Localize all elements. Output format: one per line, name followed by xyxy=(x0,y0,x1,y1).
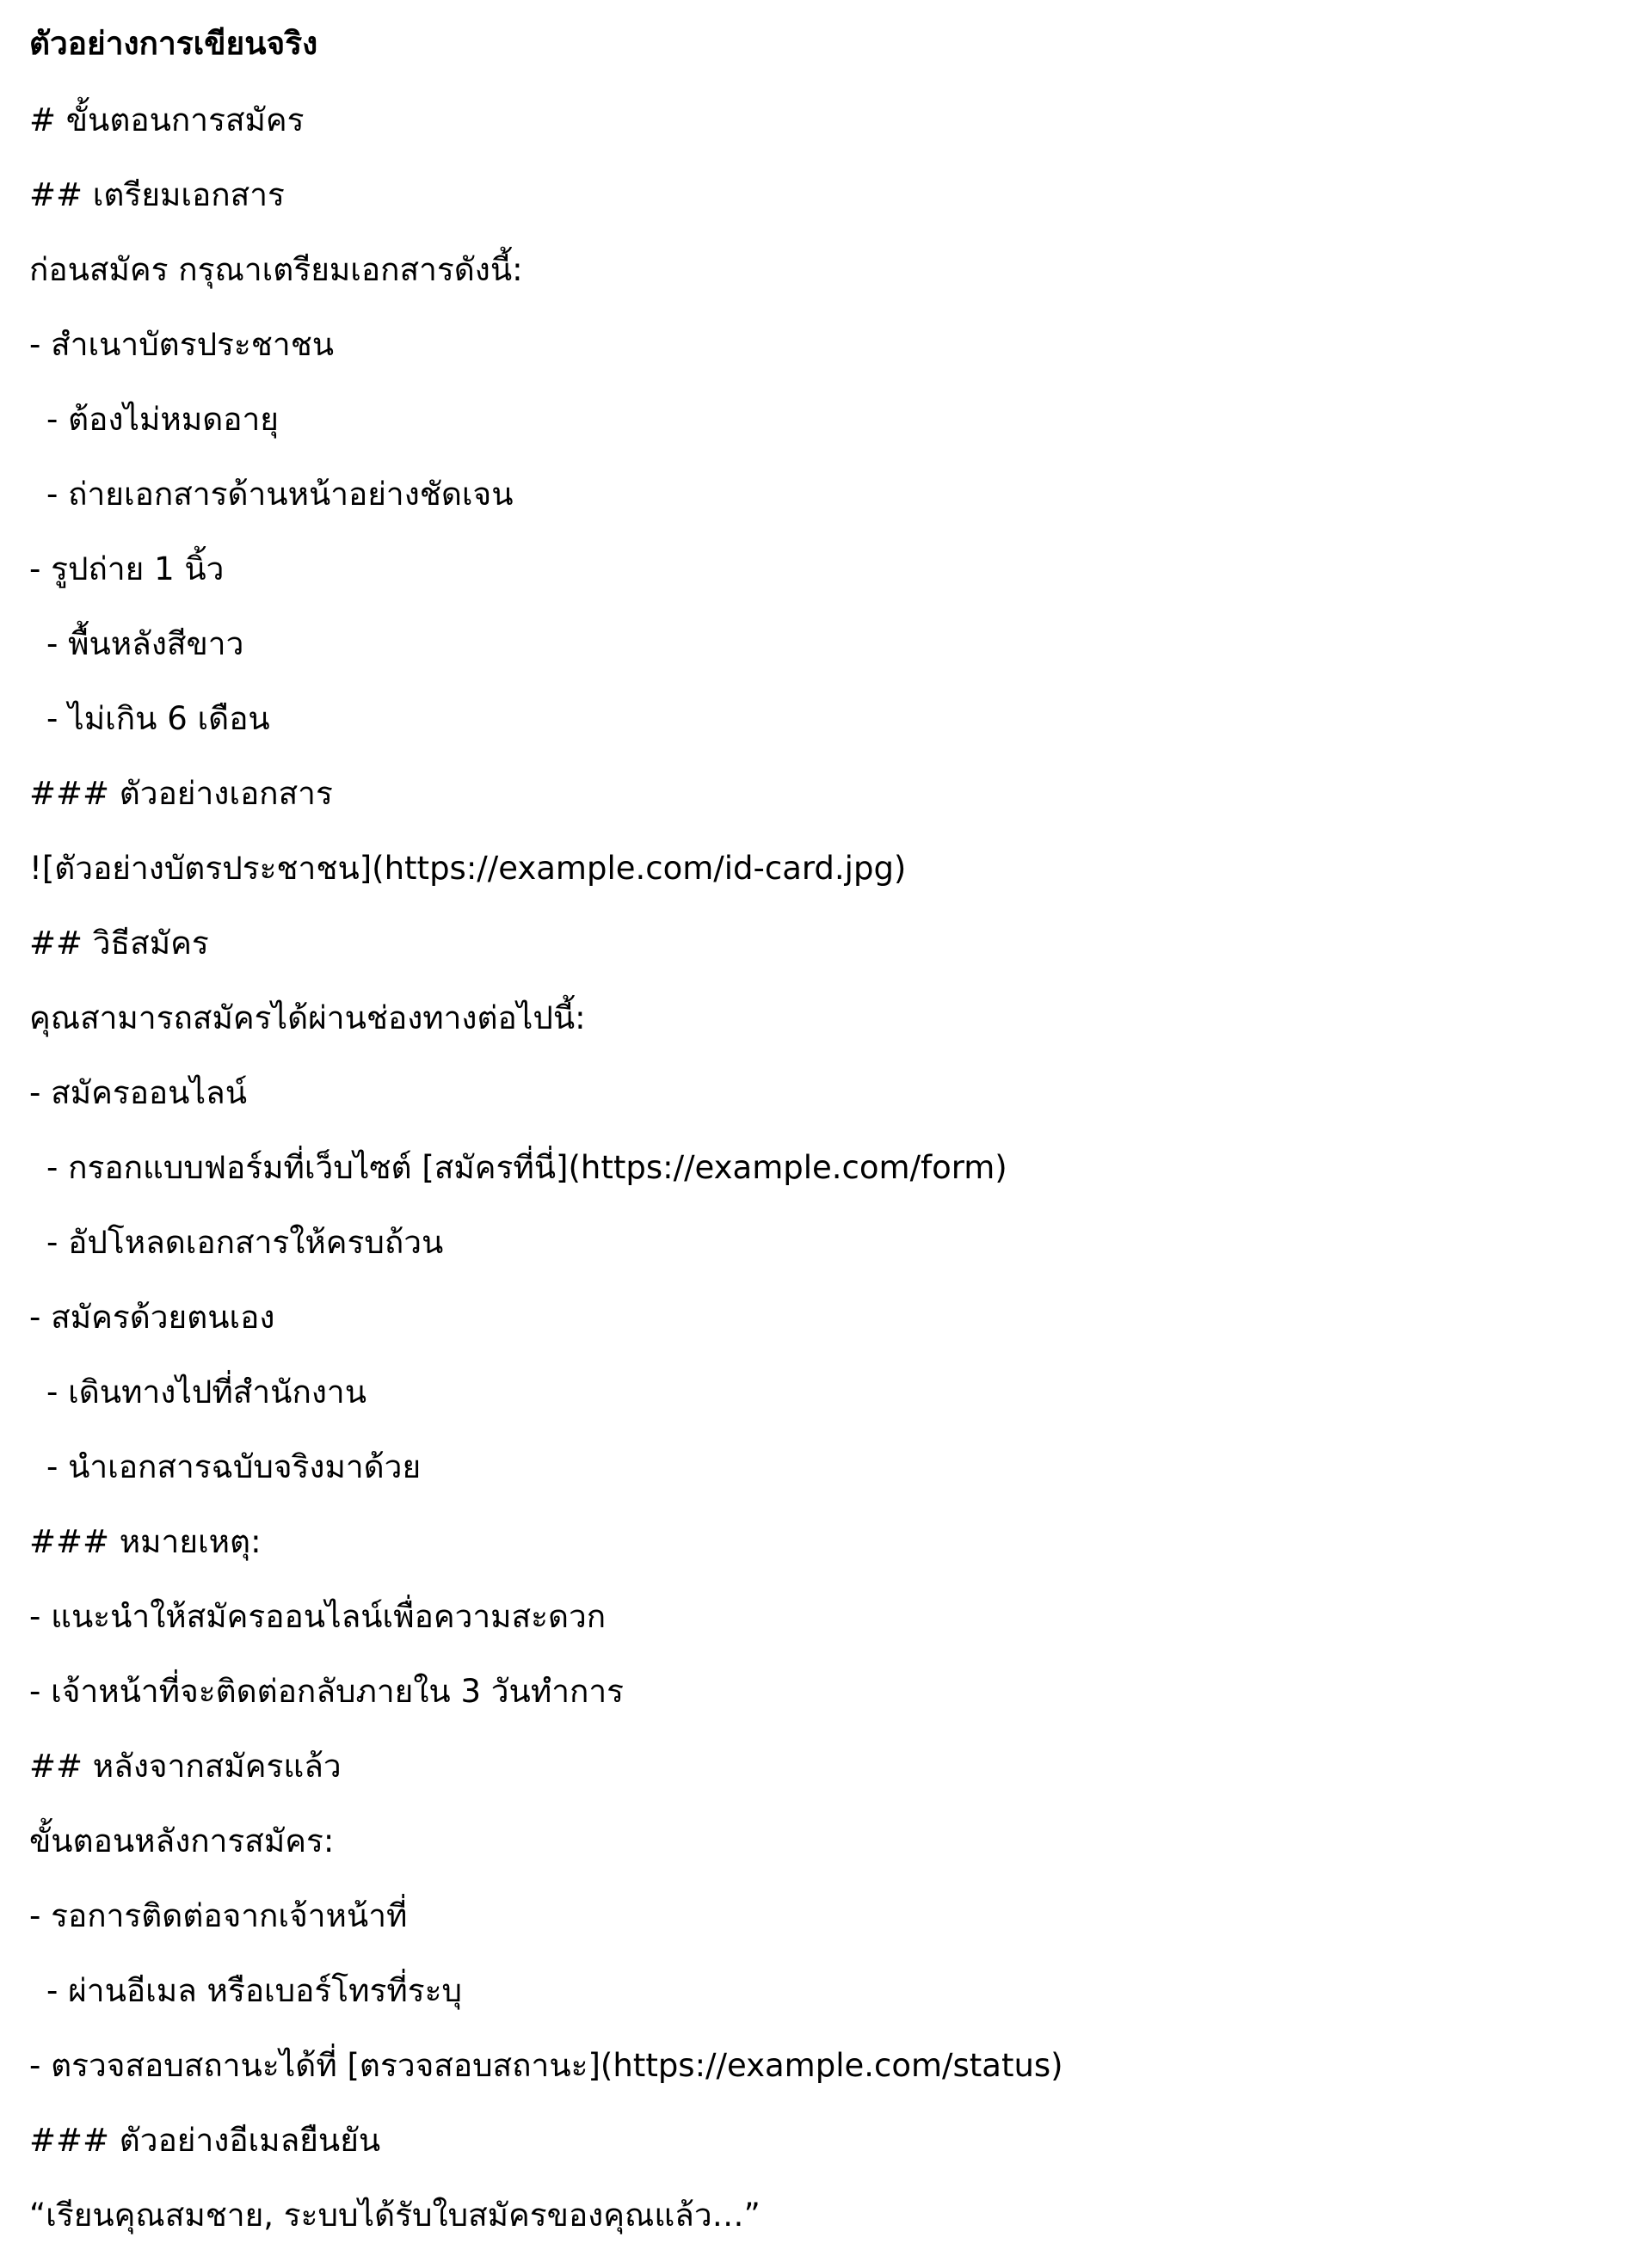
sub-list-item-bring-originals: - นำเอกสารฉบับจริงมาด้วย xyxy=(46,1448,422,1485)
document-page xyxy=(29,19,1595,2253)
heading-h2-how-to-register: ## วิธีสมัคร xyxy=(29,925,209,962)
sub-list-item-form-link: - กรอกแบบฟอร์มที่เว็บไซต์ [สมัครที่นี่](https://example.com/form) xyxy=(46,1149,1007,1186)
paragraph-after-intro: ขั้นตอนหลังการสมัคร: xyxy=(29,1822,335,1859)
sub-list-item-not-expired: - ต้องไม่หมดอายุ xyxy=(46,401,279,438)
list-item-callback: - เจ้าหน้าที่จะติดต่อกลับภายใน 3 วันทำการ xyxy=(29,1673,625,1710)
heading-h3-notes: ### หมายเหตุ: xyxy=(29,1523,262,1560)
quote-email-example: “เรียนคุณสมชาย, ระบบได้รับใบสมัครของคุณแล้ว…” xyxy=(29,2197,761,2234)
heading-h2-prepare-documents: ## เตรียมเอกสาร xyxy=(29,176,285,213)
paragraph-prepare-intro: ก่อนสมัคร กรุณาเตรียมเอกสารดังนี้: xyxy=(29,251,523,288)
sub-list-item-six-months: - ไม่เกิน 6 เดือน xyxy=(46,700,270,737)
document-title: ตัวอย่างการเขียนจริง xyxy=(29,25,318,62)
sub-list-item-upload: - อัปโหลดเอกสารให้ครบถ้วน xyxy=(46,1224,444,1261)
heading-h3-email-example: ### ตัวอย่างอีเมลยืนยัน xyxy=(29,2122,381,2159)
paragraph-channels-intro: คุณสามารถสมัครได้ผ่านช่องทางต่อไปนี้: xyxy=(29,999,586,1036)
list-item-id-copy: - สำเนาบัตรประชาชน xyxy=(29,326,335,363)
image-markdown-id-card: ![ตัวอย่างบัตรประชาชน](https://example.com/id-card.jpg) xyxy=(29,850,907,887)
sub-list-item-go-office: - เดินทางไปที่สำนักงาน xyxy=(46,1374,366,1411)
list-item-recommend-online: - แนะนำให้สมัครออนไลน์เพื่อความสะดวก xyxy=(29,1598,607,1635)
sub-list-item-email-phone: - ผ่านอีเมล หรือเบอร์โทรที่ระบุ xyxy=(46,1972,463,2009)
sub-list-item-front-copy: - ถ่ายเอกสารด้านหน้าอย่างชัดเจน xyxy=(46,476,514,513)
heading-h2-after-register: ## หลังจากสมัครแล้ว xyxy=(29,1748,342,1785)
heading-h1-register-steps: # ขั้นตอนการสมัคร xyxy=(29,101,305,138)
list-item-in-person: - สมัครด้วยตนเอง xyxy=(29,1299,275,1336)
list-item-photo: - รูปถ่าย 1 นิ้ว xyxy=(29,550,225,587)
heading-h3-document-example: ### ตัวอย่างเอกสาร xyxy=(29,775,333,812)
list-item-status-link: - ตรวจสอบสถานะได้ที่ [ตรวจสอบสถานะ](https://example.com/status) xyxy=(29,2047,1063,2084)
sub-list-item-white-background: - พื้นหลังสีขาว xyxy=(46,625,244,662)
list-item-wait-contact: - รอการติดต่อจากเจ้าหน้าที่ xyxy=(29,1897,408,1934)
list-item-online: - สมัครออนไลน์ xyxy=(29,1074,248,1111)
